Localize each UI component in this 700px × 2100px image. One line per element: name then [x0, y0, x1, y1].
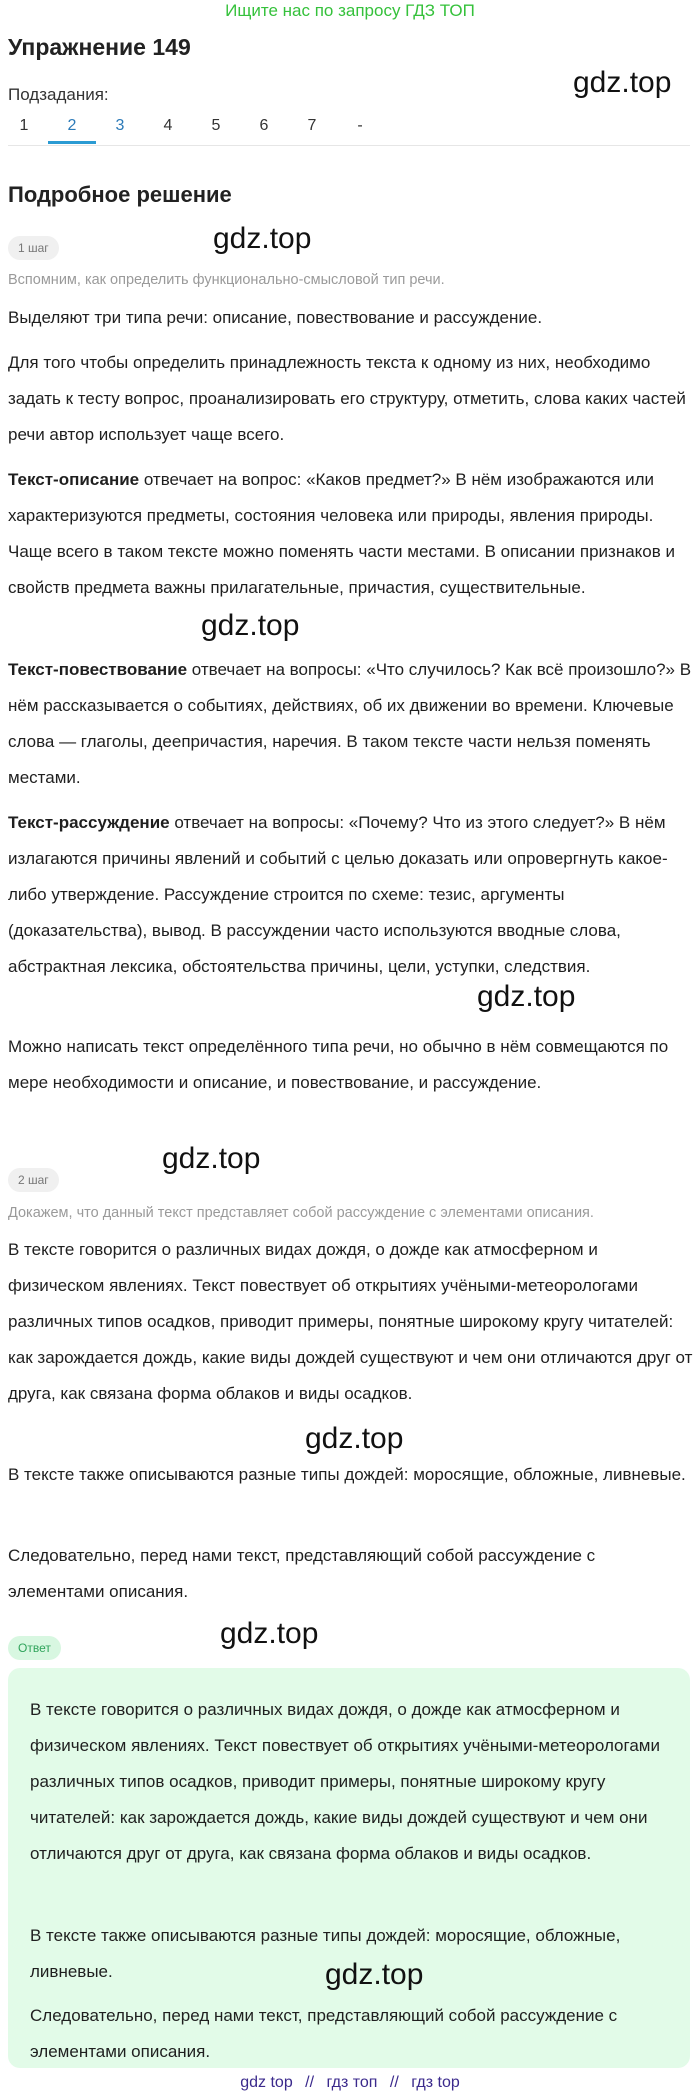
- answer-paragraph: В тексте также описываются разные типы дождей: моросящие, обложные, ливневые.: [30, 1926, 621, 1981]
- subtasks-label: Подзадания:: [8, 85, 109, 104]
- step-badge: 2 шаг: [8, 1168, 59, 1192]
- term-text: отвечает на вопросы: «Что случилось? Как всё произошло?» В нём рассказывается о событиях, действиях, об их движении во времени. Ключевые слова — глаголы, деепричастия, наречия. В таком тексте части нельзя поменять местами.: [8, 660, 692, 787]
- tab-5[interactable]: 5: [211, 117, 221, 134]
- step-hint: Вспомним, как определить функционально-смысловой тип речи.: [8, 272, 445, 288]
- paragraph: Для того чтобы определить принадлежность текста к одному из них, необходимо задать к тесту вопрос, проанализировать его структуру, отметить, слова каких частей речи автор использует чаще всего.: [8, 353, 686, 444]
- term-bold: Текст-описание: [8, 470, 140, 489]
- paragraph: Выделяют три типа речи: описание, повествование и рассуждение.: [8, 308, 543, 327]
- subtask-tabs: [0, 112, 384, 144]
- answer-badge: Ответ: [8, 1636, 61, 1660]
- answer-paragraph: Следовательно, перед нами текст, представляющий собой рассуждение с элементами описания.: [30, 2006, 618, 2061]
- footer-link[interactable]: гдз top: [411, 2074, 460, 2091]
- watermark: gdz.top: [477, 980, 576, 1013]
- paragraph: [8, 805, 694, 985]
- term-bold: Текст-рассуждение: [8, 813, 170, 832]
- tab-3[interactable]: 3: [115, 117, 125, 134]
- footer-link[interactable]: гдз топ: [326, 2074, 378, 2091]
- term-text: отвечает на вопросы: «Почему? Что из этого следует?» В нём излагаются причины явлений и событий с целью доказать или опровергнуть какое-либо утверждение. Рассуждение строится по схеме: тезис, аргументы (доказательства), вывод. В рассуждении часто используются вводные слова, абстрактная лексика, обстоятельства причины, цели, уступки, следствия.: [8, 813, 668, 976]
- paragraph: [8, 462, 694, 606]
- footer-link[interactable]: gdz top: [240, 2074, 293, 2091]
- paragraph: Следовательно, перед нами текст, представляющий собой рассуждение с элементами описания.: [8, 1546, 596, 1601]
- tab-6[interactable]: 6: [259, 117, 269, 134]
- watermark: gdz.top: [305, 1422, 404, 1455]
- paragraph: В тексте также описываются разные типы дождей: моросящие, обложные, ливневые.: [8, 1465, 686, 1484]
- paragraph: [8, 652, 694, 796]
- answer-paragraph: В тексте говорится о различных видах дождя, о дожде как атмосферном и физическом явлениях. Текст повествует об открытиях учёными-метеорологами различных типов осадков, приводит примеры, понятные широкому кругу читателей: как зарождается дождь, какие виды дождей существуют и чем они отличаются друг от друга, как связана форма облаков и виды осадков.: [30, 1700, 660, 1863]
- term-bold: Текст-повествование: [8, 660, 188, 679]
- tab-4[interactable]: 4: [163, 117, 173, 134]
- watermark: gdz.top: [220, 1617, 319, 1650]
- watermark: gdz.top: [213, 222, 312, 255]
- divider: [8, 145, 690, 146]
- watermark: gdz.top: [162, 1142, 261, 1175]
- search-banner[interactable]: Ищите нас по запросу ГДЗ ТОП: [225, 1, 475, 20]
- section-title: Подробное решение: [8, 182, 232, 207]
- term-text: отвечает на вопрос: «Каков предмет?» В нём изображаются или характеризуются предметы, состояния человека или природы, явления природы. Чаще всего в таком тексте можно поменять части местами. В описании признаков и свойств предмета важны прилагательные, причастия, существительные.: [8, 470, 676, 597]
- watermark: gdz.top: [325, 1958, 424, 1991]
- paragraph: В тексте говорится о различных видах дождя, о дожде как атмосферном и физическом явлениях. Текст повествует об открытиях учёными-метеорологами различных типов осадков, приводит примеры, понятные широкому кругу читателей: как зарождается дождь, какие виды дождей существуют и чем они отличаются друг от друга, как связана форма облаков и виды осадков.: [8, 1240, 693, 1403]
- watermark: gdz.top: [573, 66, 672, 99]
- page-title: Упражнение 149: [8, 34, 191, 60]
- tab-2[interactable]: 2: [48, 112, 96, 144]
- step-badge: 1 шаг: [8, 236, 59, 260]
- tab-7[interactable]: 7: [307, 117, 317, 134]
- footer-links: [0, 2074, 700, 2092]
- tab-more[interactable]: -: [357, 117, 363, 134]
- footer-separator: //: [305, 2074, 315, 2091]
- footer-separator: //: [389, 2074, 399, 2091]
- tab-1[interactable]: 1: [19, 117, 29, 134]
- watermark: gdz.top: [201, 609, 300, 642]
- step-hint: Докажем, что данный текст представляет собой рассуждение с элементами описания.: [8, 1205, 594, 1221]
- paragraph: Можно написать текст определённого типа речи, но обычно в нём совмещаются по мере необходимости и описание, и повествование, и рассуждение.: [8, 1037, 669, 1092]
